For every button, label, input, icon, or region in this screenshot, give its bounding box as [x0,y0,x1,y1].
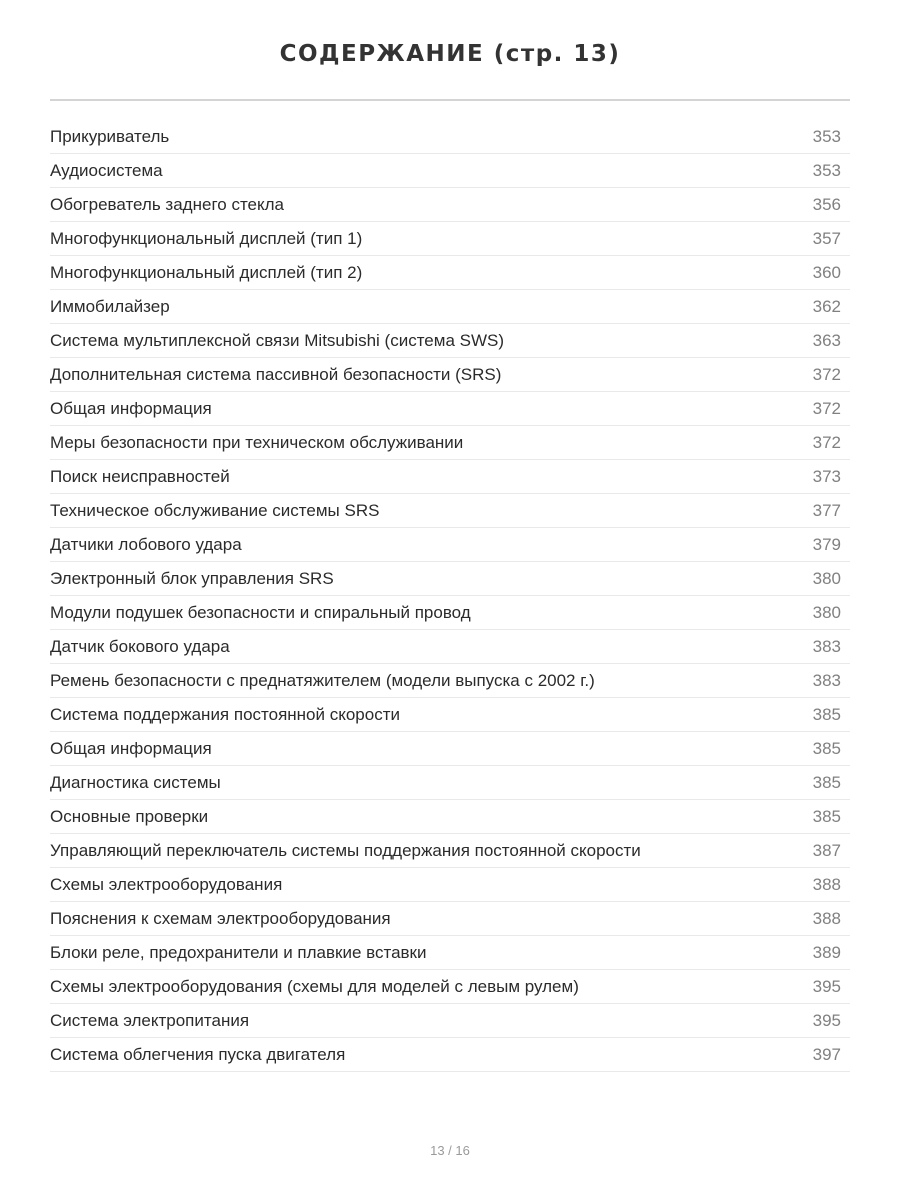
toc-entry [50,596,850,630]
toc-entry-page-number: 389 [812,942,841,962]
toc-entry [50,222,850,256]
toc-entry-page-number: 388 [812,874,841,894]
toc-entry-page-number: 385 [812,772,841,792]
toc-entry [50,154,850,188]
toc-entry-title: Система облегчения пуска двигателя [50,1044,346,1064]
toc-entry-page-number: 385 [812,704,841,724]
toc-entry-page-number: 383 [812,636,841,656]
toc-entry [50,562,850,596]
page-title: СОДЕРЖАНИЕ (стр. 13) [279,41,621,67]
toc-entry-title: Схемы электрооборудования [50,874,283,894]
toc-entry-page-number: 373 [812,466,841,486]
toc-entry-title: Многофункциональный дисплей (тип 2) [50,262,363,282]
toc-entry [50,426,850,460]
toc-entry-page-number: 360 [812,262,841,282]
toc-entry-title: Основные проверки [50,806,209,826]
toc-entry-page-number: 380 [812,602,841,622]
toc-entry-page-number: 397 [812,1044,841,1064]
toc-entry-page-number: 380 [812,568,841,588]
toc-entry-title: Датчик бокового удара [50,636,230,656]
toc-entry-title: Общая информация [50,398,212,418]
toc-entry [50,494,850,528]
toc-entry-title: Система мультиплексной связи Mitsubishi (система SWS) [50,330,505,350]
toc-entry-title: Аудиосистема [50,160,163,180]
toc-entry-page-number: 353 [812,126,841,146]
toc-entry-page-number: 395 [812,1010,841,1030]
toc-entry-title: Ремень безопасности с преднатяжителем (модели выпуска с 2002 г.) [50,670,595,690]
toc-entry [50,1004,850,1038]
toc-entry-page-number: 372 [812,432,841,452]
toc-entry [50,698,850,732]
toc-entry-title: Иммобилайзер [50,296,170,316]
toc-entry-title: Прикуриватель [50,126,170,146]
title-divider [50,99,850,101]
toc-entry-title: Техническое обслуживание системы SRS [50,500,380,520]
toc-entry-page-number: 388 [812,908,841,928]
toc-entry-page-number: 363 [812,330,841,350]
toc-entry-page-number: 379 [812,534,841,554]
toc-entry-page-number: 377 [812,500,841,520]
toc-entry-title: Диагностика системы [50,772,221,792]
toc-entry-title: Обогреватель заднего стекла [50,194,284,214]
toc-entry [50,528,850,562]
toc-entry-title: Меры безопасности при техническом обслуживании [50,432,464,452]
toc-entry-page-number: 356 [812,194,841,214]
toc-entry-title: Управляющий переключатель системы поддержания постоянной скорости [50,840,641,860]
toc-entry-page-number: 372 [812,364,841,384]
toc-entry [50,630,850,664]
toc-entry [50,664,850,698]
toc-entry [50,970,850,1004]
toc-entry [50,392,850,426]
toc-entry [50,800,850,834]
toc-entry-page-number: 383 [812,670,841,690]
toc-entry [50,902,850,936]
table-of-contents [50,120,850,1072]
toc-entry-title: Многофункциональный дисплей (тип 1) [50,228,363,248]
toc-entry-page-number: 387 [812,840,841,860]
toc-entry [50,290,850,324]
toc-entry-title: Датчики лобового удара [50,534,242,554]
toc-entry [50,1038,850,1072]
toc-entry-page-number: 385 [812,806,841,826]
toc-entry [50,120,850,154]
toc-entry [50,256,850,290]
toc-entry-page-number: 372 [812,398,841,418]
toc-entry [50,732,850,766]
toc-entry-title: Модули подушек безопасности и спиральный провод [50,602,471,622]
toc-entry [50,188,850,222]
toc-entry-title: Электронный блок управления SRS [50,568,334,588]
toc-entry-title: Схемы электрооборудования (схемы для моделей с левым рулем) [50,976,579,996]
toc-entry-page-number: 362 [812,296,841,316]
toc-entry-title: Пояснения к схемам электрооборудования [50,908,391,928]
toc-entry [50,358,850,392]
toc-entry-title: Блоки реле, предохранители и плавкие вставки [50,942,427,962]
toc-entry [50,324,850,358]
toc-entry-title: Система электропитания [50,1010,250,1030]
toc-entry-page-number: 385 [812,738,841,758]
toc-entry [50,868,850,902]
toc-entry-page-number: 395 [812,976,841,996]
toc-entry-title: Система поддержания постоянной скорости [50,704,401,724]
toc-entry-title: Поиск неисправностей [50,466,230,486]
toc-entry [50,460,850,494]
toc-entry-title: Дополнительная система пассивной безопасности (SRS) [50,364,502,384]
toc-entry [50,834,850,868]
toc-entry-page-number: 357 [812,228,841,248]
toc-entry-page-number: 353 [812,160,841,180]
page-indicator: 13 / 16 [430,1143,470,1158]
toc-entry-title: Общая информация [50,738,212,758]
toc-entry [50,936,850,970]
toc-entry [50,766,850,800]
